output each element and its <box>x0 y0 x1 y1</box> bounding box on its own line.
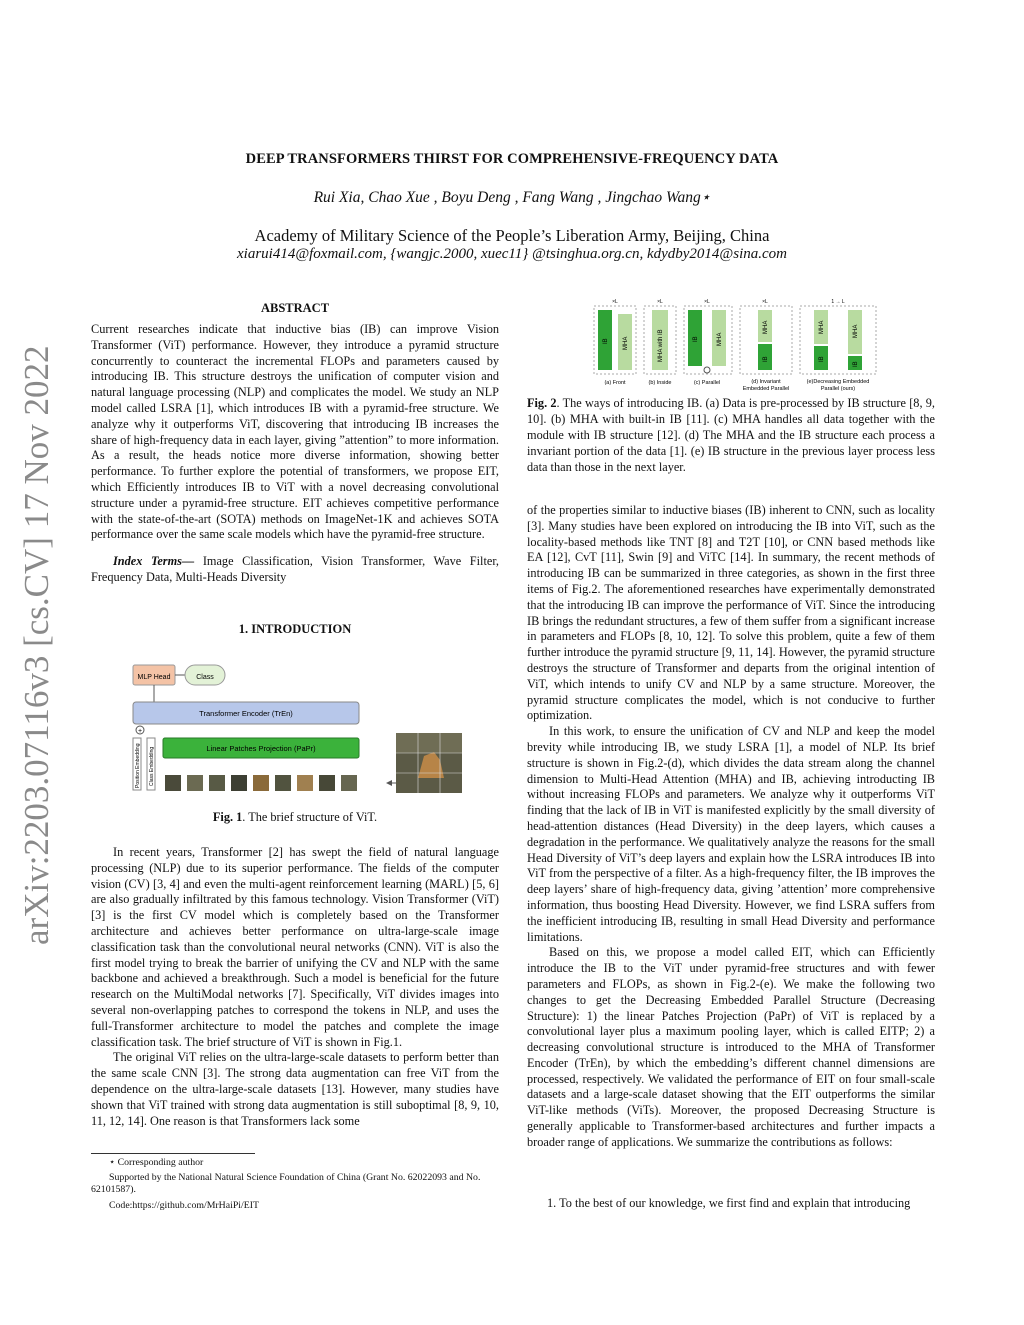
arxiv-watermark <box>2 280 62 980</box>
patch-strip <box>165 775 357 791</box>
intro-paragraph-3: of the properties similar to inductive biases (IB) inherent to CNN, such as locality [3]. Many studies have been explored on introducing the IB into ViT, such as the locality-based methods like TNT [8] and T2T [10], or CNN based methods like EA [12], CvT [11], Swin [9] and ViTC [14]. In summary, the recent methods of introducing IB can be summarized in three categories, as shown in the first three items of Fig.2. The aforementioned researches have experimentally demonstrated that the introducing IB can improve the performance of ViT. Since the introducing IB brings the redundant structures, a few of them suffer from a significant increase in parameters and FLOPs [8, 10, 12]. To solve this problem, quite a few of them further introduce the pyramid structure [9, 11, 14]. However, the pyramid structure destroys the structure of Transformer and departs from the original intention of ViT, which intends to unify CV and NLP by a same structure. Moreover, the pyramid structure complicates the model, which is not conducive to further optimization. <box>527 503 935 723</box>
intro-paragraph-5: Based on this, we propose a model called EIT, which can Efficiently introduce the IB to the ViT under pyramid-free structures and with fewer parameters and FLOPs, as shown in Fig.2-(e). We make the following two changes to get the Decreasing Embedded Parallel Structure (Decreasing Structure): 1) the linear Patches Projection (PaPr) of ViT is replaced by a convolutional layer plus a maximum pooling layer, which is called EITP; 2) a decreasing convolutional structure is introduced to the MHA of Transformer Encoder (TrEn), by which the embedding’s different channel dimensions are processed, respectively. We validated the performance of EIT on four small-scale datasets and a large-scale dataset showing that the EIT outperforms the similar ViT-like methods (ViTs). Moreover, the proposed Decreasing Structure is generally applicable to Transformer-based architectures and further impacts a broader range of applications. We summarize the contributions as follows: <box>527 945 935 1149</box>
email-list: xiarui414@foxmail.com, {wangjc.2000, xuec11} @tsinghua.org.cn, kdydby2014@sina.com <box>237 246 787 262</box>
d-ib-label: IB <box>763 356 769 362</box>
a-ib-label: IB <box>603 338 609 344</box>
input-image-sky <box>396 733 462 753</box>
patch-tile <box>165 775 181 791</box>
footnote-corresponding: ⋆ Corresponding author <box>109 1157 204 1168</box>
figure-2 <box>590 296 880 392</box>
patch-tile <box>253 775 269 791</box>
arxiv-id: arXiv:2203.07116v3 [cs.CV] 17 Nov 2022 <box>17 345 56 945</box>
index-terms-text: Image Classification, Vision Transformer, Wave Filter, Frequency Data, Multi-Heads Diversity <box>91 554 499 584</box>
c-ib-label: IB <box>693 336 699 342</box>
figure-2-caption <box>527 396 935 476</box>
index-terms <box>91 554 499 586</box>
intro-paragraph-2: The original ViT relies on the ultra-large-scale datasets to perform better than the same scale CNN [3]. The strong data augmentation can free ViT from the dependence on the ultra-large-scale datasets [13]. However, many studies have shown that ViT trained with strong data augmentation is still suboptimal [8, 9, 10, 11, 12, 14]. One reason is that Transformers lack some <box>91 1050 499 1128</box>
footnote-code: Code:https://github.com/MrHaiPi/EIT <box>109 1200 259 1211</box>
sub-e-2: Parallel (ours) <box>820 386 856 392</box>
figure-1-caption <box>91 810 499 826</box>
c-mha-label: MHA <box>717 332 723 346</box>
footnote-rule <box>91 1153 255 1154</box>
repeat-label-e: 1 → L <box>831 299 845 305</box>
transformer-encoder-label: Transformer Encoder (TrEn) <box>199 709 293 718</box>
contribution-item-1: 1. To the best of our knowledge, we first find and explain that introducing <box>547 1196 911 1210</box>
class-embedding-label: Class Embedding <box>149 746 155 786</box>
intro-paragraph-1: In recent years, Transformer [2] has swept the field of natural language processing (NLP) due to its superior performance. The fields of the computer vision (CV) [3, 4] and even the multi-agent reinforcement learning (MARL) [5, 6] are also gradually infiltrated by this famous technology. Vision Transformer (ViT) [3] is the first CV model which is completely based on the Transformer architecture and achieves better performance on ultra-large-scale image classification task than the convolutional neural networks (CNN). ViT is also the first model trying to break the barrier of unifying the CV and NLP with the same backbone and achieved a breakthrough. Such a model is beneficial for the future research on the MultiModal networks [7]. Specifically, ViT divides images into several non-overlapping patches to correspond the tokens in NLP, and uses the full-Transformer architecture to model the patches and complete the image classification task. The brief structure of ViT is shown in Fig.1. <box>91 845 499 1049</box>
patch-tile <box>209 775 225 791</box>
ib-ways-diagram <box>590 296 880 392</box>
abstract-heading: ABSTRACT <box>260 301 330 315</box>
c-add-node <box>704 367 710 373</box>
repeat-label-b: ×L <box>657 299 663 305</box>
arrowhead <box>386 780 392 786</box>
position-embedding-label: Position Embedding <box>135 743 141 788</box>
class-label: Class <box>196 674 214 681</box>
figure-1-label: Fig. 1 <box>212 810 243 824</box>
vit-diagram <box>128 660 468 800</box>
figure-2-label: Fig. 2 <box>527 396 557 410</box>
b-mha-ib-label: MHA with IB <box>658 329 664 362</box>
intro-right-column <box>527 503 935 1151</box>
d-mha-label: MHA <box>763 320 769 334</box>
patch-tile <box>275 775 291 791</box>
e-ib-label-1: IB <box>819 356 825 362</box>
abstract-text: Current researches indicate that inductive bias (IB) can improve Vision Transformer (ViT) performance. However, they introduce a pyramid structure concurrently to counteract the incremental FLOPs and parameters caused by introducing IB. This structure destroys the unification of computer vision and natural language processing (NLP) and complicates the model. We study an NLP model called LSRA [1], which introduces IB with a pyramid-free structure. We analyze why it outperforms ViT, discovering that introducing IB increases the share of high-frequency data in each layer, giving ”attention” to more information. As a result, the heads notice more diverse information, showing better performance. To further explore the potential of transformers, we propose EIT, which Efficiently introduces IB to ViT with a novel decreasing convolutional structure under a pyramid-free structure. EIT achieves competitive performance with the state-of-the-art (SOTA) methods on ImageNet-1K and achieves SOTA performance over the same scale models which have the pyramid-free structure. <box>91 322 499 542</box>
plus-glyph: + <box>137 728 143 735</box>
affiliation: Academy of Military Science of the People’s Liberation Army, Beijing, China <box>254 226 770 245</box>
mlp-head-label: MLP Head <box>137 674 171 681</box>
paper-title: DEEP TRANSFORMERS THIRST FOR COMPREHENSIVE-FREQUENCY DATA <box>245 151 779 167</box>
repeat-label-c: ×L <box>704 299 710 305</box>
e-mha-label-1: MHA <box>819 320 825 334</box>
intro-left-column <box>91 845 499 1129</box>
author-list: Rui Xia, Chao Xue , Boyu Deng , Fang Wang , Jingchao Wang⋆ <box>313 189 711 206</box>
sub-d-1: (d) Invariant <box>751 379 781 385</box>
patch-tile <box>297 775 313 791</box>
patch-tile <box>341 775 357 791</box>
figure-1-text: . The brief structure of ViT. <box>242 810 378 824</box>
sub-e-1: (e)Decreasing Embedded <box>806 379 870 385</box>
patch-tile <box>231 775 247 791</box>
footnotes <box>91 1157 499 1212</box>
sub-a: (a) Front <box>604 380 626 386</box>
repeat-label-d: ×L <box>762 299 768 305</box>
patches-projection-label: Linear Patches Projection (PaPr) <box>206 744 316 753</box>
abstract-body <box>91 322 499 586</box>
patch-tile <box>319 775 335 791</box>
footnote-funding: Supported by the National Natural Science Foundation of China (Grant No. 62022093 and No. 62101587). <box>91 1172 481 1195</box>
sub-d-2: Embedded Parallel <box>742 386 790 392</box>
sub-c: (c) Parallel <box>693 380 721 386</box>
e-mha-label-2: MHA <box>853 324 859 338</box>
repeat-label-a: ×L <box>612 299 618 305</box>
patch-tile <box>187 775 203 791</box>
intro-heading: 1. INTRODUCTION <box>238 622 352 636</box>
figure-2-text: . The ways of introducing IB. (a) Data is pre-processed by IB structure [8, 9, 10]. (b) MHA with built-in IB [11]. (c) MHA handles all data together with the module with IB structure [12]. (d) The MHA and the IB structure each process a invariant portion of the data [1]. (e) IB structure in the previous layer process less data than those in the next layer. <box>527 396 935 474</box>
a-mha-label: MHA <box>623 336 629 350</box>
e-ib-label-2: IB <box>853 361 859 367</box>
group-e-frame <box>800 306 876 374</box>
intro-paragraph-4: In this work, to ensure the unification of CV and NLP and keep the model brevity while introducing IB, we study LSRA [1], a model of NLP. Its brief structure is shown in Fig.2-(d), which divides the data stream along the channel dimension to Multi-Head Attention (MHA) and IB, achieving introducting IB without increasing FLOPs and parameters. We analyze why it outperforms ViT finding that the lack of IB in ViT is manifested explicitly by the small diversity of head-attention distances (Head Diversity) in the deep layers, which causes a degradation in the performance. We qualitatively analyze the reasons for the small Head Diversity of ViT’s deep layers and explain how the LSRA introduces IB into ViT from the perspective of a filter. As a high-frequency filter, the IB improves the deep layers’ share of high-frequency data, giving ’attention’ more comprehensive information, thus boosting Head Diversity. However, we find LSRA suffers from the inefficient introducing IB, resulting in small Head Diversity and performance limitations. <box>527 724 935 944</box>
sub-b: (b) Inside <box>648 380 672 386</box>
index-terms-label: Index Terms— <box>113 554 195 569</box>
figure-1 <box>128 660 468 800</box>
